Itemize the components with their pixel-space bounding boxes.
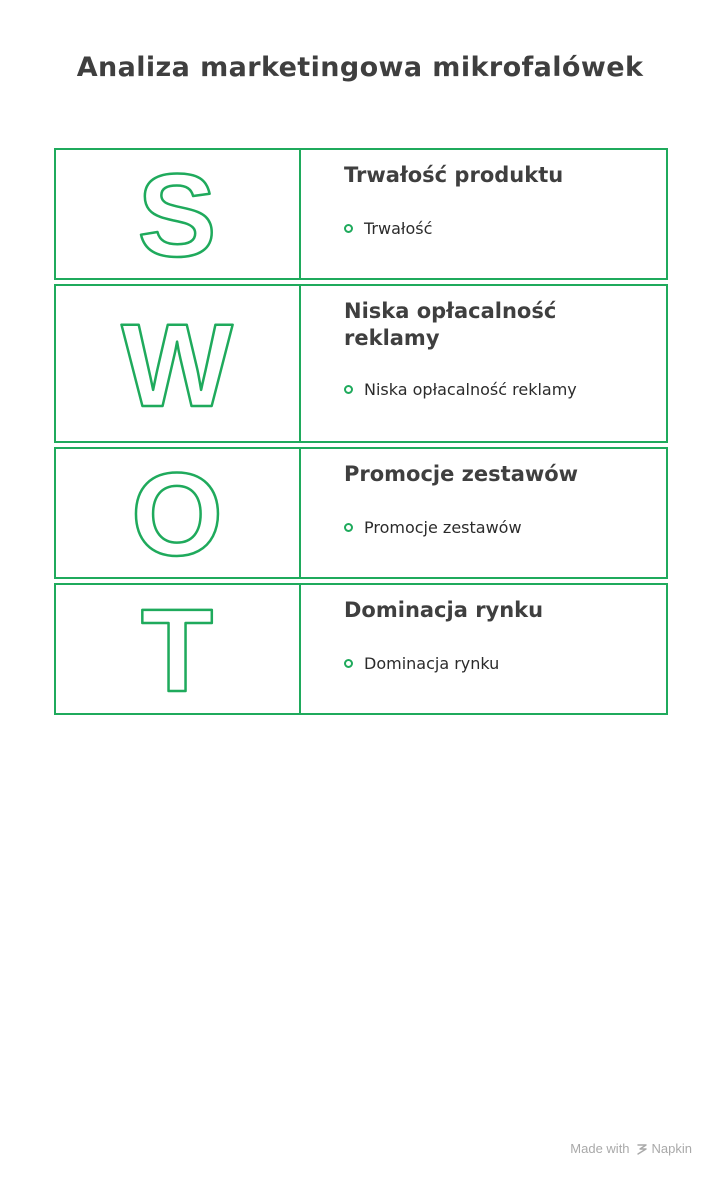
svg-text:T: T — [140, 585, 214, 713]
swot-bullet-text: Dominacja rynku — [364, 654, 500, 673]
swot-letter-s — [56, 150, 299, 278]
swot-row-opportunities — [54, 447, 668, 579]
swot-letter-t — [56, 585, 299, 713]
napkin-logo-icon — [636, 1143, 648, 1155]
swot-letter-cell — [56, 449, 301, 577]
bullet-circle-icon — [344, 224, 353, 233]
swot-bullet-text: Promocje zestawów — [364, 518, 522, 537]
swot-letter-cell — [56, 150, 301, 278]
svg-text:W: W — [121, 300, 233, 432]
swot-bullet-item — [344, 219, 626, 238]
made-with-napkin-footer — [570, 1141, 692, 1156]
swot-bullet-text: Trwałość — [364, 219, 433, 238]
footer-brand-text: Napkin — [651, 1141, 692, 1156]
swot-heading: Niska opłacalność reklamy — [344, 299, 557, 350]
swot-content-cell — [301, 585, 666, 713]
diagram-title: Analiza marketingowa mikrofalówek — [76, 52, 644, 83]
swot-content-cell — [301, 286, 666, 441]
swot-row-threats — [54, 583, 668, 715]
swot-bullet-item — [344, 380, 626, 399]
swot-heading: Promocje zestawów — [344, 462, 579, 486]
swot-content-cell — [301, 150, 666, 278]
swot-heading: Dominacja rynku — [344, 598, 544, 622]
swot-bullet-item — [344, 518, 626, 537]
svg-text:S: S — [137, 150, 217, 278]
svg-text:O: O — [131, 449, 223, 577]
swot-row-strengths — [54, 148, 668, 280]
footer-made-with-text: Made with — [570, 1141, 630, 1156]
swot-letter-o — [56, 449, 299, 577]
swot-heading: Trwałość produktu — [344, 163, 564, 187]
swot-row-weaknesses — [54, 284, 668, 443]
swot-bullet-text: Niska opłacalność reklamy — [364, 380, 577, 399]
bullet-circle-icon — [344, 385, 353, 394]
swot-bullet-item — [344, 654, 626, 673]
swot-letter-cell — [56, 286, 301, 441]
swot-letter-w — [56, 286, 299, 441]
swot-content-cell — [301, 449, 666, 577]
swot-letter-cell — [56, 585, 301, 713]
bullet-circle-icon — [344, 523, 353, 532]
bullet-circle-icon — [344, 659, 353, 668]
